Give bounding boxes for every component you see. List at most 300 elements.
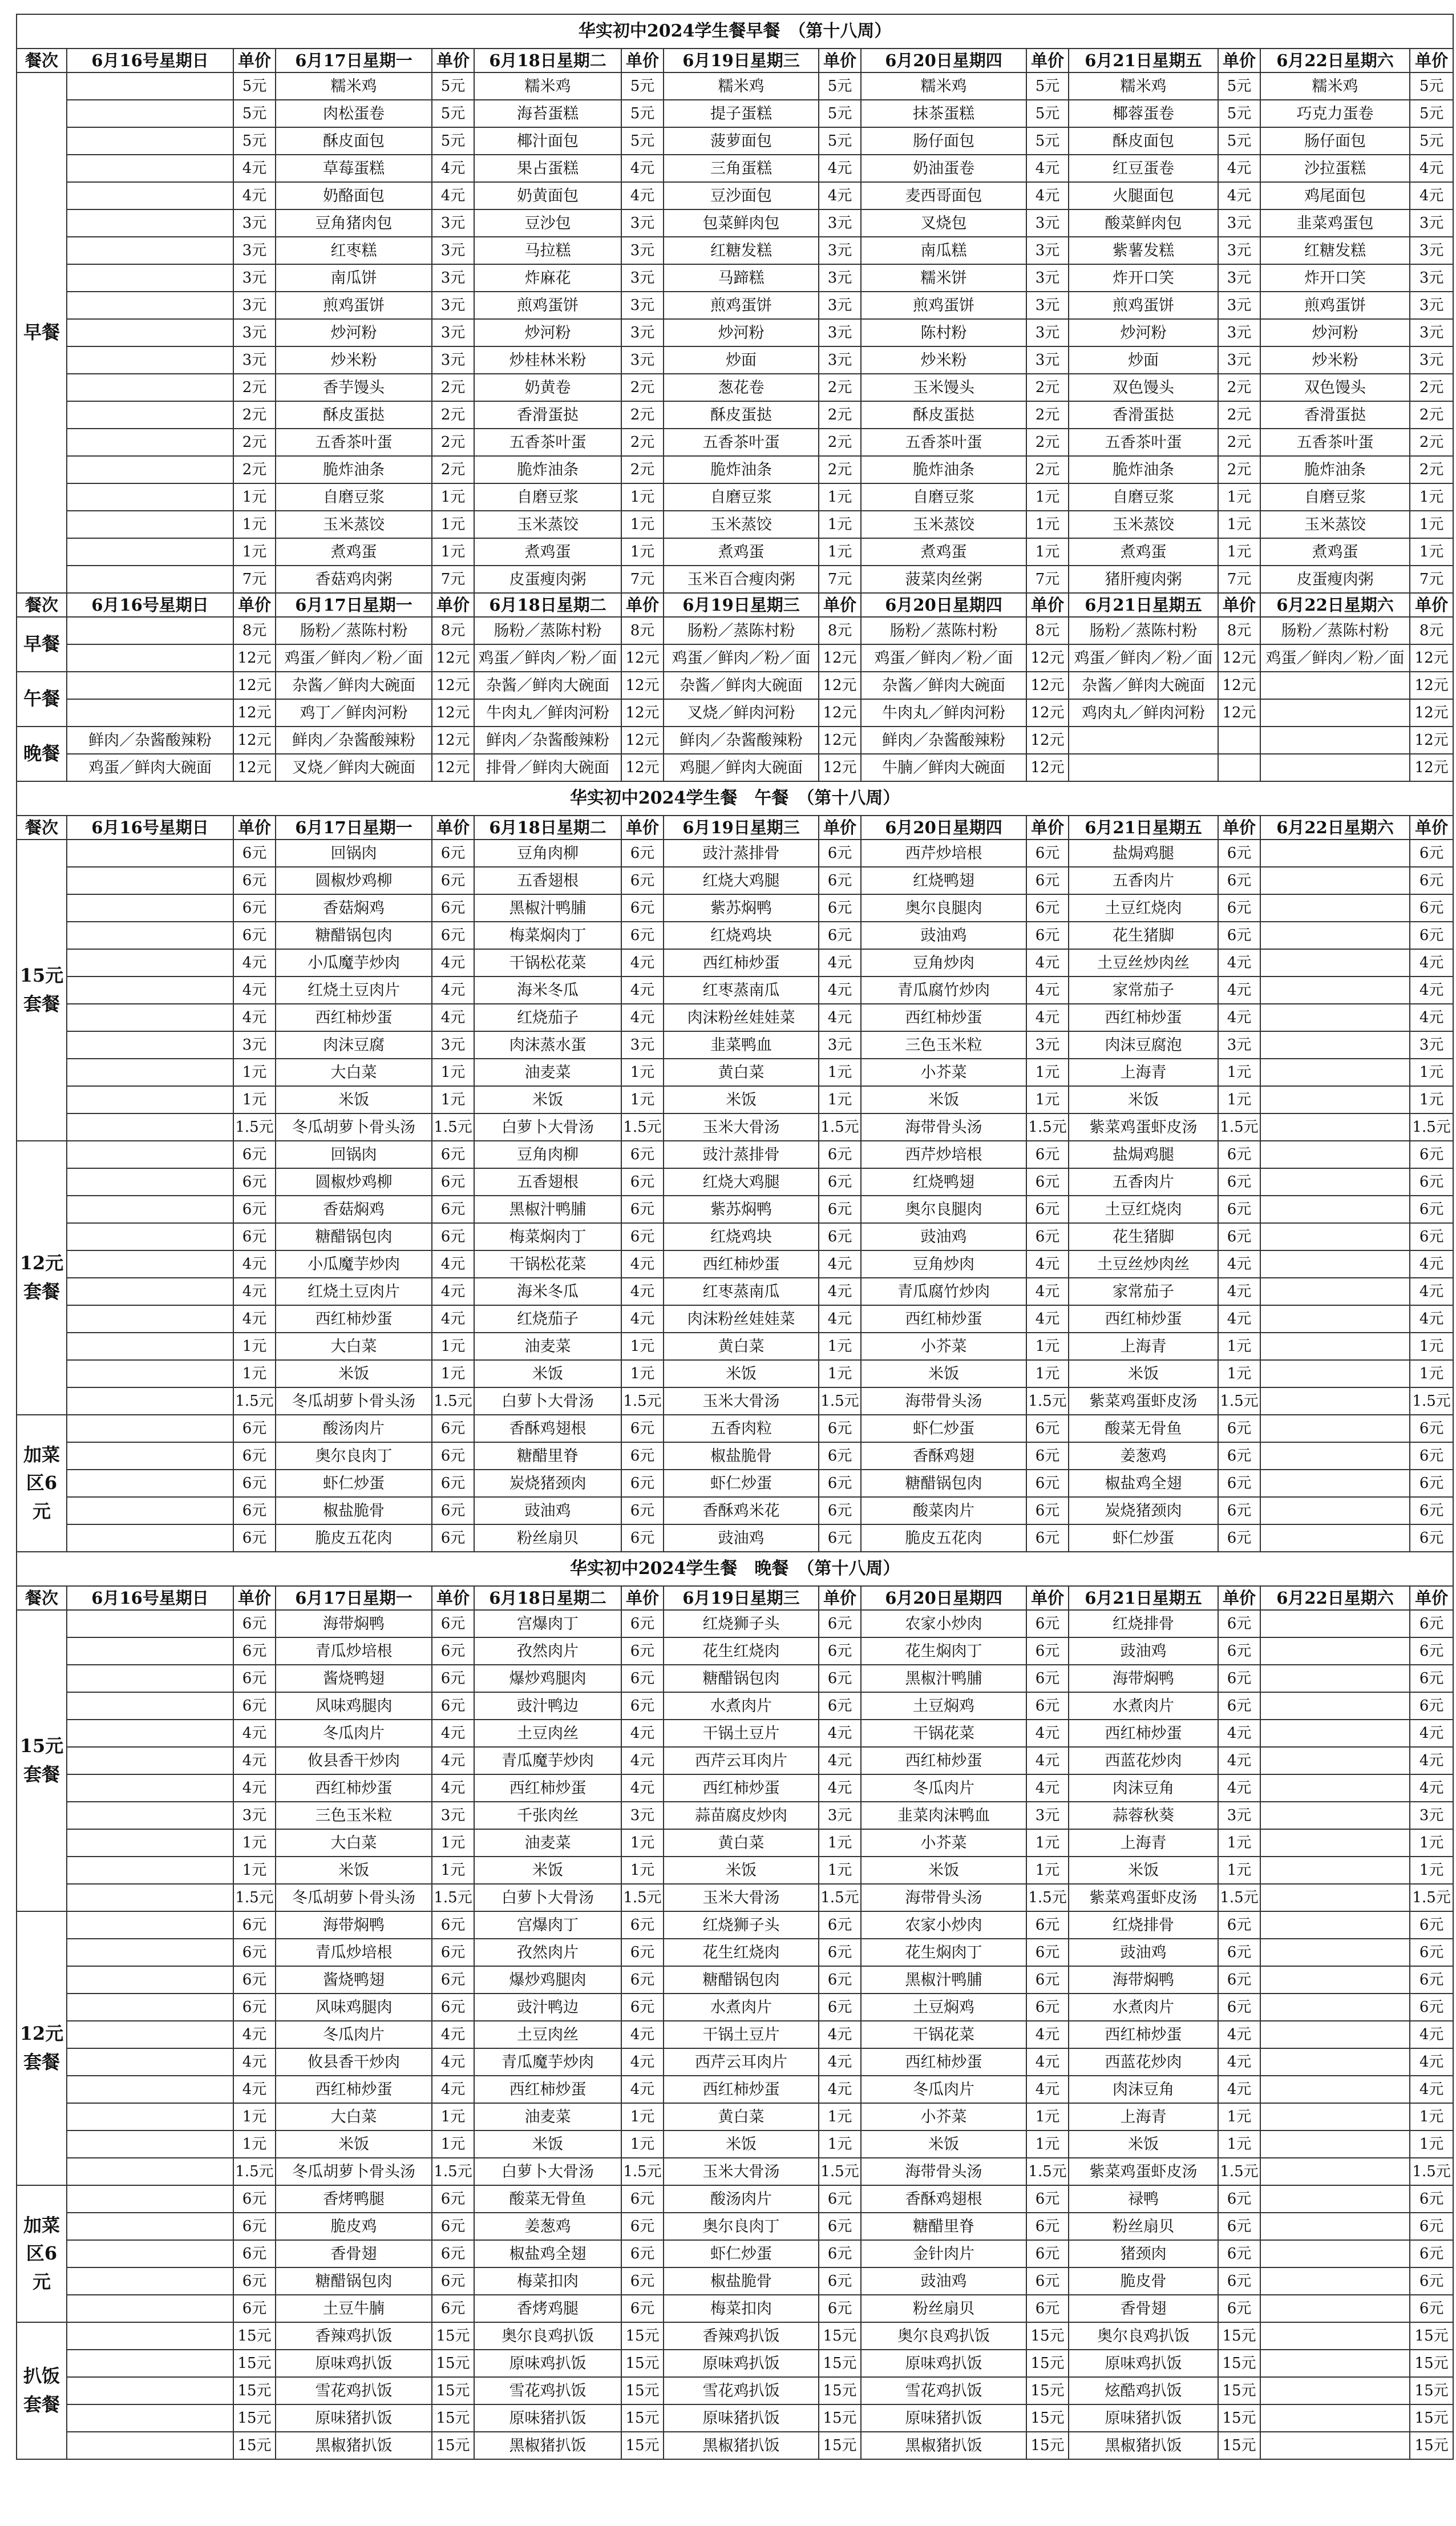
dish-cell: 西芹云耳肉片 [664,2048,819,2076]
column-header: 6月16号星期日 [67,816,233,840]
price-cell: 3元 [1218,1802,1260,1829]
price-cell: 15元 [1410,2322,1453,2350]
dish-cell [67,2322,233,2350]
dish-cell: 冬瓜肉片 [276,1720,432,1747]
dish-cell: 红烧茄子 [474,1305,621,1333]
dish-cell: 豉油鸡 [861,2267,1026,2295]
dish-cell: 杂酱／鲜肉大碗面 [664,672,819,699]
price-cell: 6元 [1026,2295,1069,2322]
price-cell: 1元 [1410,483,1453,511]
price-cell: 15元 [819,2432,861,2459]
dish-cell: 海带焖鸭 [1069,1966,1218,1994]
price-cell: 6元 [621,1196,664,1223]
dish-cell: 上海青 [1069,2103,1218,2130]
dish-cell: 雪花鸡扒饭 [861,2377,1026,2404]
price-cell: 1元 [819,2130,861,2158]
price-cell: 2元 [233,374,276,401]
menu-row [17,1168,1453,1196]
dish-cell: 自磨豆浆 [1069,483,1218,511]
price-cell: 15元 [1026,2322,1069,2350]
price-cell: 6元 [621,1665,664,1692]
dish-cell: 冬瓜胡萝卜骨头汤 [276,2158,432,2185]
price-cell: 6元 [1026,922,1069,949]
dish-cell: 西蓝花炒肉 [1069,1747,1218,1774]
dish-cell [67,1470,233,1497]
dish-cell: 西红柿炒蛋 [474,2076,621,2103]
price-cell: 1元 [1410,1059,1453,1086]
price-cell: 1.5元 [621,1113,664,1141]
price-cell: 6元 [233,1637,276,1665]
dish-cell [1260,1497,1410,1524]
price-cell: 1元 [432,1059,474,1086]
dish-cell: 玉米大骨汤 [664,1884,819,1911]
dish-cell: 脆炸油条 [276,456,432,483]
price-cell: 5元 [1410,72,1453,100]
price-cell: 1元 [1410,2103,1453,2130]
dish-cell: 黑椒汁鸭脯 [861,1966,1026,1994]
dish-cell [67,1305,233,1333]
price-cell: 1元 [432,2103,474,2130]
price-cell: 6元 [1026,2213,1069,2240]
dish-cell: 姜葱鸡 [1069,1442,1218,1470]
price-cell: 1.5元 [1218,1387,1260,1415]
dish-cell: 小芥菜 [861,1333,1026,1360]
price-cell: 12元 [621,644,664,672]
price-cell: 12元 [819,699,861,727]
dish-cell: 盐焗鸡腿 [1069,1141,1218,1168]
menu-row [17,1637,1453,1665]
price-cell: 3元 [432,1031,474,1059]
dish-cell [67,1004,233,1031]
dish-cell: 玉米馒头 [861,374,1026,401]
price-cell: 6元 [1026,894,1069,922]
price-cell: 3元 [432,237,474,264]
price-cell: 6元 [1026,2240,1069,2267]
dish-cell [67,2103,233,2130]
dish-cell: 雪花鸡扒饭 [474,2377,621,2404]
price-cell: 3元 [1218,346,1260,374]
dish-cell: 冬瓜肉片 [276,2021,432,2048]
price-cell: 1元 [1218,483,1260,511]
price-cell: 5元 [1026,127,1069,155]
dish-cell: 花生焖肉丁 [861,1637,1026,1665]
price-cell: 6元 [1218,1665,1260,1692]
dish-cell: 米饭 [861,1086,1026,1113]
price-cell: 2元 [1410,429,1453,456]
dish-cell: 糯米鸡 [1069,72,1218,100]
price-cell: 6元 [621,2213,664,2240]
dish-cell: 炫酷鸡扒饭 [1069,2377,1218,2404]
price-cell: 6元 [819,2185,861,2213]
dish-cell: 玉米蒸饺 [664,511,819,538]
price-cell: 3元 [819,237,861,264]
price-cell: 6元 [1410,922,1453,949]
price-cell: 12元 [819,754,861,781]
meal-label: 12元套餐 [17,1911,67,2185]
price-cell: 12元 [432,672,474,699]
dish-cell [1260,894,1410,922]
price-cell: 1元 [1218,1360,1260,1387]
price-cell: 1.5元 [1026,2158,1069,2185]
dish-cell: 海带骨头汤 [861,1387,1026,1415]
price-cell: 4元 [432,1305,474,1333]
dish-cell: 黑椒猪扒饭 [276,2432,432,2459]
dish-cell: 黑椒猪扒饭 [1069,2432,1218,2459]
price-cell: 7元 [432,566,474,593]
price-cell: 4元 [233,1305,276,1333]
price-cell: 6元 [621,2267,664,2295]
dish-cell: 紫菜鸡蛋虾皮汤 [1069,1387,1218,1415]
dish-cell: 西红柿炒蛋 [474,1774,621,1802]
dish-cell: 脆炸油条 [1260,456,1410,483]
dish-cell [67,1911,233,1939]
price-cell: 8元 [1218,617,1260,644]
dish-cell: 肉沫蒸水蛋 [474,1031,621,1059]
dish-cell: 青瓜炒培根 [276,1637,432,1665]
dish-cell: 干锅花菜 [861,2021,1026,2048]
price-cell: 6元 [1026,1911,1069,1939]
price-cell: 4元 [233,1774,276,1802]
column-header: 餐次 [17,49,67,72]
price-cell: 15元 [1218,2377,1260,2404]
price-cell: 1元 [621,483,664,511]
column-header: 单价 [1410,816,1453,840]
dish-cell: 红枣糕 [276,237,432,264]
price-cell: 4元 [432,1747,474,1774]
price-cell: 6元 [1218,1610,1260,1637]
dish-cell: 杂酱／鲜肉大碗面 [1069,672,1218,699]
dish-cell: 炒河粉 [276,319,432,346]
dish-cell: 鸡蛋／鲜肉大碗面 [67,754,233,781]
dish-cell: 炒米粉 [861,346,1026,374]
price-cell: 3元 [1410,237,1453,264]
dish-cell: 海带焖鸭 [276,1911,432,1939]
column-header: 单价 [819,816,861,840]
dish-cell [67,1278,233,1305]
column-header: 6月22日星期六 [1260,593,1410,617]
price-cell: 12元 [1218,672,1260,699]
menu-row [17,1141,1453,1168]
dish-cell: 花生猪脚 [1069,1223,1218,1250]
dish-cell: 鲜肉／杂酱酸辣粉 [276,727,432,754]
dish-cell [1260,699,1410,727]
dish-cell: 红烧鸭翅 [861,867,1026,894]
dish-cell: 煮鸡蛋 [664,538,819,566]
price-cell: 15元 [1218,2322,1260,2350]
dish-cell: 豉汁鸭边 [474,1692,621,1720]
menu-row [17,1665,1453,1692]
dish-cell: 韭菜肉沫鸭血 [861,1802,1026,1829]
price-cell: 1.5元 [432,1113,474,1141]
price-cell: 6元 [1218,1637,1260,1665]
dish-cell [67,1086,233,1113]
price-cell: 6元 [621,2240,664,2267]
dish-cell: 紫菜鸡蛋虾皮汤 [1069,1113,1218,1141]
price-cell: 1元 [621,1360,664,1387]
dish-cell: 梅菜焖肉丁 [474,922,621,949]
dish-cell: 豆沙包 [474,209,621,237]
dish-cell: 皮蛋瘦肉粥 [474,566,621,593]
menu-row [17,1692,1453,1720]
dish-cell: 米饭 [276,1857,432,1884]
dish-cell [67,699,233,727]
price-cell: 2元 [233,456,276,483]
price-cell: 6元 [1218,1692,1260,1720]
price-cell: 6元 [1218,2213,1260,2240]
meal-label: 15元套餐 [17,1610,67,1911]
dish-cell: 南瓜糕 [861,237,1026,264]
price-cell: 2元 [1410,401,1453,429]
dish-cell [1260,2103,1410,2130]
dish-cell: 肉松蛋卷 [276,100,432,127]
dish-cell: 米饭 [1069,2130,1218,2158]
price-cell: 1元 [233,1059,276,1086]
menu-row [17,1884,1453,1911]
dish-cell: 奥尔良腿肉 [861,894,1026,922]
price-cell: 1.5元 [819,1387,861,1415]
dish-cell [1260,2158,1410,2185]
dish-cell: 青瓜魔芋炒肉 [474,1747,621,1774]
dish-cell: 原味鸡扒饭 [474,2350,621,2377]
dish-cell: 杂酱／鲜肉大碗面 [474,672,621,699]
price-cell: 5元 [432,100,474,127]
price-cell: 6元 [1410,1610,1453,1637]
column-header: 6月16号星期日 [67,593,233,617]
dish-cell: 粉丝扇贝 [1069,2213,1218,2240]
price-cell: 6元 [621,1994,664,2021]
price-cell: 4元 [621,949,664,976]
dish-cell: 小芥菜 [861,1059,1026,1086]
dish-cell [67,127,233,155]
price-cell: 4元 [432,2048,474,2076]
price-cell: 6元 [819,1665,861,1692]
price-cell: 6元 [1026,1223,1069,1250]
dish-cell [67,1610,233,1637]
dish-cell [67,1113,233,1141]
dish-cell: 原味猪扒饭 [1069,2404,1218,2432]
dish-cell [67,1415,233,1442]
dish-cell: 糯米鸡 [664,72,819,100]
price-cell: 4元 [1218,976,1260,1004]
price-cell: 15元 [233,2322,276,2350]
dish-cell: 煮鸡蛋 [861,538,1026,566]
dish-cell [1260,949,1410,976]
price-cell: 3元 [233,319,276,346]
price-cell: 6元 [1410,1470,1453,1497]
price-cell: 5元 [233,72,276,100]
dish-cell: 西芹云耳肉片 [664,1747,819,1774]
price-cell: 6元 [233,1141,276,1168]
dish-cell: 土豆牛腩 [276,2295,432,2322]
price-cell: 3元 [1026,264,1069,292]
dish-cell: 豉油鸡 [1069,1939,1218,1966]
dish-cell: 五香茶叶蛋 [1260,429,1410,456]
dish-cell: 海带骨头汤 [861,1884,1026,1911]
price-cell: 3元 [621,319,664,346]
price-cell: 6元 [1410,1415,1453,1442]
price-cell: 6元 [432,1442,474,1470]
price-cell: 6元 [1218,1415,1260,1442]
menu-row [17,566,1453,593]
dish-cell: 金针肉片 [861,2240,1026,2267]
price-cell: 4元 [621,1774,664,1802]
price-cell: 6元 [432,1524,474,1552]
menu-row [17,1966,1453,1994]
price-cell: 12元 [432,699,474,727]
dish-cell: 肉沫粉丝娃娃菜 [664,1305,819,1333]
price-cell: 6元 [1410,1966,1453,1994]
price-cell: 6元 [621,1610,664,1637]
price-cell: 6元 [432,2185,474,2213]
dish-cell [1260,2076,1410,2103]
dish-cell: 西蓝花炒肉 [1069,2048,1218,2076]
dish-cell: 肠粉／蒸陈村粉 [1260,617,1410,644]
price-cell: 6元 [1026,1524,1069,1552]
dish-cell [67,456,233,483]
price-cell: 3元 [233,1802,276,1829]
price-cell: 12元 [819,672,861,699]
dish-cell [1260,1031,1410,1059]
dish-cell: 农家小炒肉 [861,1610,1026,1637]
dish-cell: 油麦菜 [474,2103,621,2130]
dish-cell [67,2130,233,2158]
meal-label: 扒饭套餐 [17,2322,67,2459]
column-header: 单价 [1410,1586,1453,1610]
menu-row [17,1524,1453,1552]
price-cell: 12元 [1026,672,1069,699]
dish-cell: 鸡蛋／鲜肉／粉／面 [1260,644,1410,672]
price-cell: 3元 [819,264,861,292]
price-cell: 3元 [819,346,861,374]
price-cell: 3元 [1218,292,1260,319]
price-cell: 1元 [233,2103,276,2130]
price-cell: 6元 [819,2213,861,2240]
dish-cell [67,1939,233,1966]
price-cell: 6元 [1410,2267,1453,2295]
dish-cell: 肉沫豆腐泡 [1069,1031,1218,1059]
price-cell: 12元 [1218,644,1260,672]
dish-cell [67,840,233,867]
price-cell: 4元 [233,976,276,1004]
price-cell: 6元 [819,867,861,894]
price-cell: 6元 [1218,2240,1260,2267]
price-cell: 2元 [1026,456,1069,483]
price-cell: 5元 [1410,100,1453,127]
column-header: 单价 [819,1586,861,1610]
dish-cell [67,1141,233,1168]
price-cell: 7元 [233,566,276,593]
price-cell: 5元 [621,127,664,155]
price-cell: 6元 [1218,1470,1260,1497]
price-cell: 4元 [432,1278,474,1305]
price-cell: 6元 [233,894,276,922]
dish-cell: 炒面 [664,346,819,374]
dish-cell: 脆皮骨 [1069,2267,1218,2295]
price-cell: 3元 [1410,292,1453,319]
dish-cell: 白萝卜大骨汤 [474,1884,621,1911]
price-cell: 6元 [1026,1966,1069,1994]
dish-cell [67,429,233,456]
price-cell: 1.5元 [621,2158,664,2185]
dish-cell: 原味猪扒饭 [474,2404,621,2432]
price-cell: 3元 [1026,209,1069,237]
dish-cell: 肠粉／蒸陈村粉 [276,617,432,644]
dish-cell: 煎鸡蛋饼 [1069,292,1218,319]
menu-row [17,2076,1453,2103]
price-cell: 6元 [233,1223,276,1250]
dish-cell: 酱烧鸭翅 [276,1665,432,1692]
menu-row [17,1415,1453,1442]
dish-cell: 糖醋锅包肉 [664,1665,819,1692]
dish-cell: 冬瓜胡萝卜骨头汤 [276,1884,432,1911]
dish-cell: 干锅松花菜 [474,1250,621,1278]
column-header: 6月17日星期一 [276,49,432,72]
dish-cell: 提子蛋糕 [664,100,819,127]
dish-cell [1260,1059,1410,1086]
price-cell: 2元 [432,456,474,483]
price-cell: 2元 [621,374,664,401]
price-cell: 1.5元 [819,1884,861,1911]
price-cell: 1元 [1218,511,1260,538]
dish-cell: 土豆红烧肉 [1069,894,1218,922]
weekly-menu-table [16,14,1454,2460]
price-cell: 3元 [1218,1031,1260,1059]
price-cell: 4元 [1218,182,1260,209]
dish-cell: 红烧狮子头 [664,1610,819,1637]
column-header: 单价 [621,816,664,840]
menu-row [17,949,1453,976]
menu-row [17,2185,1453,2213]
price-cell: 1元 [233,1829,276,1857]
price-cell: 6元 [432,867,474,894]
price-cell: 3元 [432,319,474,346]
dish-cell: 糖醋锅包肉 [276,2267,432,2295]
meal-label: 晚餐 [17,727,67,781]
price-cell: 6元 [1026,2267,1069,2295]
dish-cell [67,922,233,949]
dish-cell: 鸡蛋／鲜肉／粉／面 [861,644,1026,672]
column-header: 6月19日星期三 [664,49,819,72]
price-cell: 1.5元 [1026,1387,1069,1415]
dish-cell [67,2021,233,2048]
dish-cell: 西芹炒培根 [861,840,1026,867]
price-cell: 15元 [1026,2350,1069,2377]
price-cell: 7元 [1410,566,1453,593]
dish-cell: 家常茄子 [1069,1278,1218,1305]
price-cell: 1.5元 [432,1387,474,1415]
price-cell: 7元 [819,566,861,593]
price-cell: 6元 [1218,1223,1260,1250]
dish-cell: 米饭 [276,1086,432,1113]
dish-cell: 肠粉／蒸陈村粉 [664,617,819,644]
dish-cell: 肉沫豆角 [1069,2076,1218,2103]
price-cell: 6元 [432,2295,474,2322]
price-cell: 6元 [1410,1692,1453,1720]
price-cell: 15元 [1410,2404,1453,2432]
dish-cell: 原味猪扒饭 [861,2404,1026,2432]
price-cell: 4元 [621,155,664,182]
dish-cell: 奥尔良鸡扒饭 [861,2322,1026,2350]
price-cell: 1元 [1026,1360,1069,1387]
price-cell: 4元 [819,182,861,209]
dish-cell: 小瓜魔芋炒肉 [276,949,432,976]
price-cell: 1.5元 [1026,1113,1069,1141]
dish-cell: 西红柿炒蛋 [1069,2021,1218,2048]
dish-cell: 五香翅根 [474,867,621,894]
dish-cell: 粉丝扇贝 [474,1524,621,1552]
dish-cell [67,1524,233,1552]
price-cell: 4元 [1218,1720,1260,1747]
